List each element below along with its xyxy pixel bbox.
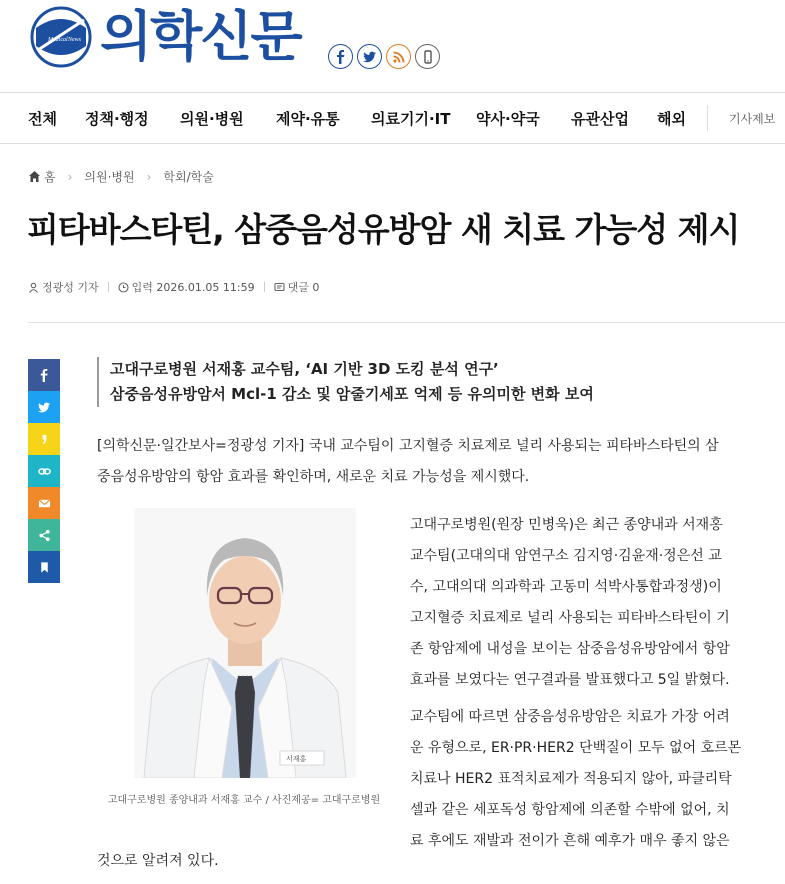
article-author[interactable]: 정광성 기자 xyxy=(42,281,99,294)
meta-divider xyxy=(108,282,109,292)
article-lead xyxy=(97,431,757,493)
paragraph-line: 운 유형으로, ER·PR·HER2 단백질이 모두 없어 호르몬 xyxy=(410,740,742,756)
professor-portrait-image xyxy=(134,508,356,778)
comment-icon xyxy=(274,282,285,293)
nav-item-pharma[interactable]: 제약·유통 xyxy=(276,110,340,128)
main-nav xyxy=(0,92,785,144)
breadcrumb xyxy=(28,168,214,185)
mobile-icon[interactable] xyxy=(415,44,440,69)
paragraph-line: 교수팀에 따르면 삼중음성유방암은 치료가 가장 어려 xyxy=(410,709,730,725)
paragraph-line: 수, 고대의대 의과학과 고동미 석박사통합과정생)이 xyxy=(410,579,722,595)
logo-text: 의학신문 xyxy=(100,5,301,68)
article-photo[interactable] xyxy=(134,508,356,778)
breadcrumb-home[interactable]: 홈 xyxy=(44,170,56,184)
paragraph-line: [의학신문·일간보사=정광성 기자] 국내 교수팀이 고지혈증 치료제로 널리 사용되는 피타바스타틴의 삼 xyxy=(97,438,719,454)
paragraph-line: 료 후에도 재발과 전이가 흔해 예후가 매우 좋지 않은 xyxy=(410,833,730,849)
article-paragraph-2 xyxy=(410,702,745,857)
article-date: 입력 2026.01.05 11:59 xyxy=(131,281,255,294)
social-links xyxy=(328,44,440,69)
share-sidebar xyxy=(28,359,60,583)
paragraph-line: 고지혈증 치료제로 널리 사용되는 피타바스타틴이 기 xyxy=(410,610,730,626)
article-paragraph-1 xyxy=(410,510,745,696)
chevron-right-icon: › xyxy=(67,169,73,184)
nav-item-industry[interactable]: 유관산업 xyxy=(571,110,629,128)
nav-item-pharmacy[interactable]: 약사·약국 xyxy=(476,110,540,128)
clock-icon xyxy=(118,282,129,293)
article-meta xyxy=(28,279,319,295)
nav-item-device-it[interactable]: 의료기기·IT xyxy=(371,110,451,128)
facebook-icon[interactable] xyxy=(328,44,353,69)
nav-item-all[interactable]: 전체 xyxy=(28,110,57,128)
meta-divider xyxy=(264,282,265,292)
nav-item-overseas[interactable]: 해외 xyxy=(657,110,686,128)
share-facebook-icon[interactable] xyxy=(28,359,60,391)
nav-item-policy[interactable]: 정책·행정 xyxy=(85,110,149,128)
paragraph-line: 존 항암제에 내성을 보이는 삼중음성유방암에서 항암 xyxy=(410,641,730,657)
photo-caption: 고대구로병원 종양내과 서재홍 교수 / 사진제공= 고대구로병원 xyxy=(107,795,381,806)
logo-mark-icon xyxy=(30,6,92,68)
breadcrumb-subsection[interactable]: 학회/학술 xyxy=(163,170,214,184)
rss-icon[interactable] xyxy=(386,44,411,69)
share-more-icon[interactable] xyxy=(28,519,60,551)
share-bookmark-icon[interactable] xyxy=(28,551,60,583)
breadcrumb-section[interactable]: 의원·병원 xyxy=(84,170,135,184)
paragraph-line: 교수팀(고대의대 암연구소 김지영·김윤재·정은선 교 xyxy=(410,548,722,564)
home-icon xyxy=(28,170,41,183)
subheading-line: 고대구로병원 서재홍 교수팀, ‘AI 기반 3D 도킹 분석 연구’ xyxy=(110,360,499,378)
paragraph-line: 고대구로병원(원장 민병욱)은 최근 종양내과 서재홍 xyxy=(410,517,723,533)
share-link-icon[interactable] xyxy=(28,455,60,487)
nav-divider xyxy=(707,105,708,131)
site-header xyxy=(0,0,785,92)
article-paragraph-tail: 것으로 알려져 있다. xyxy=(97,853,219,869)
article-comments[interactable]: 댓글 0 xyxy=(287,281,320,294)
article-subheading xyxy=(97,357,594,407)
paragraph-line: 치료나 HER2 표적치료제가 적용되지 않아, 파클리탁 xyxy=(410,771,732,787)
coat-name-tag: 서재홍 xyxy=(286,755,307,763)
news-tip-link[interactable]: 기사제보 xyxy=(729,112,776,126)
share-email-icon[interactable] xyxy=(28,487,60,519)
twitter-icon[interactable] xyxy=(357,44,382,69)
paragraph-line: 효과를 보였다는 연구결과를 발표했다고 5일 밝혔다. xyxy=(410,672,730,688)
svg-text:News: News xyxy=(68,37,82,43)
chevron-right-icon: › xyxy=(146,169,152,184)
header-divider xyxy=(28,322,785,323)
user-icon xyxy=(28,282,39,293)
site-logo[interactable] xyxy=(30,6,301,68)
share-kakaostory-icon[interactable] xyxy=(28,423,60,455)
subheading-line: 삼중음성유방암서 Mcl-1 감소 및 암줄기세포 억제 등 유의미한 변화 보여 xyxy=(110,385,594,403)
paragraph-line: 중음성유방암의 항암 효과를 확인하며, 새로운 치료 가능성을 제시했다. xyxy=(97,469,530,485)
share-twitter-icon[interactable] xyxy=(28,391,60,423)
nav-item-clinic-hospital[interactable]: 의원·병원 xyxy=(180,110,244,128)
svg-text:Medical: Medical xyxy=(48,37,68,43)
paragraph-line: 셀과 같은 세포독성 항암제에 의존할 수밖에 없어, 치 xyxy=(410,802,730,818)
article-title: 피타바스타틴, 삼중음성유방암 새 치료 가능성 제시 xyxy=(27,210,740,249)
